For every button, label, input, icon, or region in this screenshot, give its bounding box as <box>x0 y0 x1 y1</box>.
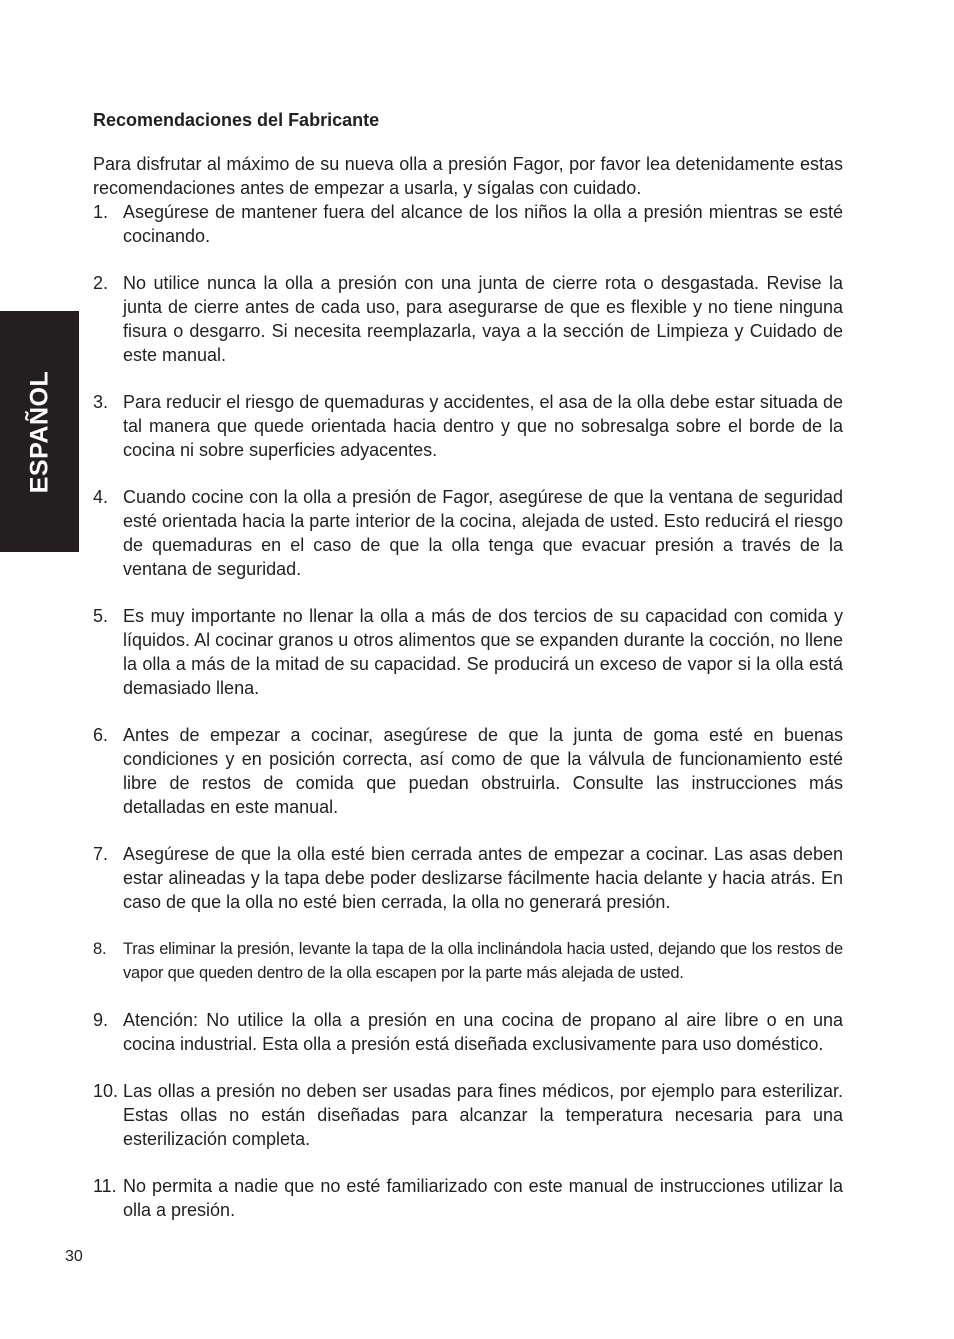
item-number: 9. <box>93 1010 109 1030</box>
list-item <box>93 842 843 914</box>
item-number: 11. <box>93 1176 117 1196</box>
list-item <box>93 271 843 367</box>
language-tab-label: ESPAÑOL <box>25 370 53 493</box>
item-text: Atención: No utilice la olla a presión en una cocina de propano al aire libre o en una cocina industrial. Esta olla a presión está diseñada exclusivamente para uso doméstico. <box>123 1010 843 1054</box>
list-item <box>93 1079 843 1151</box>
item-text: Cuando cocine con la olla a presión de Fagor, asegúrese de que la ventana de seguridad esté orientada hacia la parte interior de la cocina, alejada de usted. Esto reducirá el riesgo de quemaduras en el caso de que la olla tenga que evacuar presión a través de la ventana de seguridad. <box>123 487 843 579</box>
item-text: Para reducir el riesgo de quemaduras y accidentes, el asa de la olla debe estar situada de tal manera que quede orientada hacia dentro y que no sobresalga sobre el borde de la cocina ni sobre superficies adyacentes. <box>123 392 843 460</box>
list-item <box>93 723 843 819</box>
page-number: 30 <box>65 1248 83 1265</box>
section-heading: Recomendaciones del Fabricante <box>93 110 380 130</box>
page-content <box>93 108 843 1245</box>
item-number: 1. <box>93 202 109 222</box>
list-item <box>93 200 843 248</box>
list-item <box>93 1008 843 1056</box>
item-number: 8. <box>93 940 107 958</box>
item-text: Es muy importante no llenar la olla a más de dos tercios de su capacidad con comida y líquidos. Al cocinar granos u otros alimentos que se expanden durante la cocción, no llene la olla a más de la mitad de su capacidad. Se producirá un exceso de vapor si la olla está demasiado llena. <box>123 606 843 698</box>
item-number: 3. <box>93 392 109 412</box>
language-tab <box>0 311 79 552</box>
item-text: Asegúrese de que la olla esté bien cerrada antes de empezar a cocinar. Las asas deben estar alineadas y la tapa debe poder deslizarse fácilmente hacia delante y hacia atrás. En caso de que la olla no esté bien cerrada, la olla no generará presión. <box>123 844 843 912</box>
item-text: Las ollas a presión no deben ser usadas para fines médicos, por ejemplo para esterilizar. Estas ollas no están diseñadas para alcanzar la temperatura necesaria para una esterilización completa. <box>123 1081 843 1149</box>
item-number: 10. <box>93 1081 119 1101</box>
list-item <box>93 390 843 462</box>
list-item <box>93 485 843 581</box>
item-text: No permita a nadie que no esté familiarizado con este manual de instrucciones utilizar la olla a presión. <box>123 1176 843 1220</box>
item-number: 4. <box>93 487 109 507</box>
list-item <box>93 1174 843 1222</box>
item-number: 2. <box>93 273 109 293</box>
item-text: Antes de empezar a cocinar, asegúrese de que la junta de goma esté en buenas condiciones y en posición correcta, así como de que la válvula de funcionamiento esté libre de restos de comida que puedan obstruirla. Consulte las instrucciones más detalladas en este manual. <box>123 725 843 817</box>
item-number: 7. <box>93 844 109 864</box>
list-item <box>93 604 843 700</box>
intro-paragraph: Para disfrutar al máximo de su nueva olla a presión Fagor, por favor lea detenidamente estas recomendaciones antes de empezar a usarla, y sígalas con cuidado. <box>93 154 843 198</box>
item-number: 6. <box>93 725 109 745</box>
recommendations-list <box>93 200 843 1222</box>
item-number: 5. <box>93 606 109 626</box>
item-text: No utilice nunca la olla a presión con una junta de cierre rota o desgastada. Revise la junta de cierre antes de cada uso, para asegurarse de que es flexible y no tiene ninguna fisura o desgarro. Si necesita reemplazarla, vaya a la sección de Limpieza y Cuidado de este manual. <box>123 273 843 365</box>
list-item <box>93 937 843 985</box>
item-text: Asegúrese de mantener fuera del alcance de los niños la olla a presión mientras se esté cocinando. <box>123 202 843 246</box>
item-text: Tras eliminar la presión, levante la tapa de la olla inclinándola hacia usted, dejando que los restos de vapor que queden dentro de la olla escapen por la parte más alejada de usted. <box>123 940 843 982</box>
